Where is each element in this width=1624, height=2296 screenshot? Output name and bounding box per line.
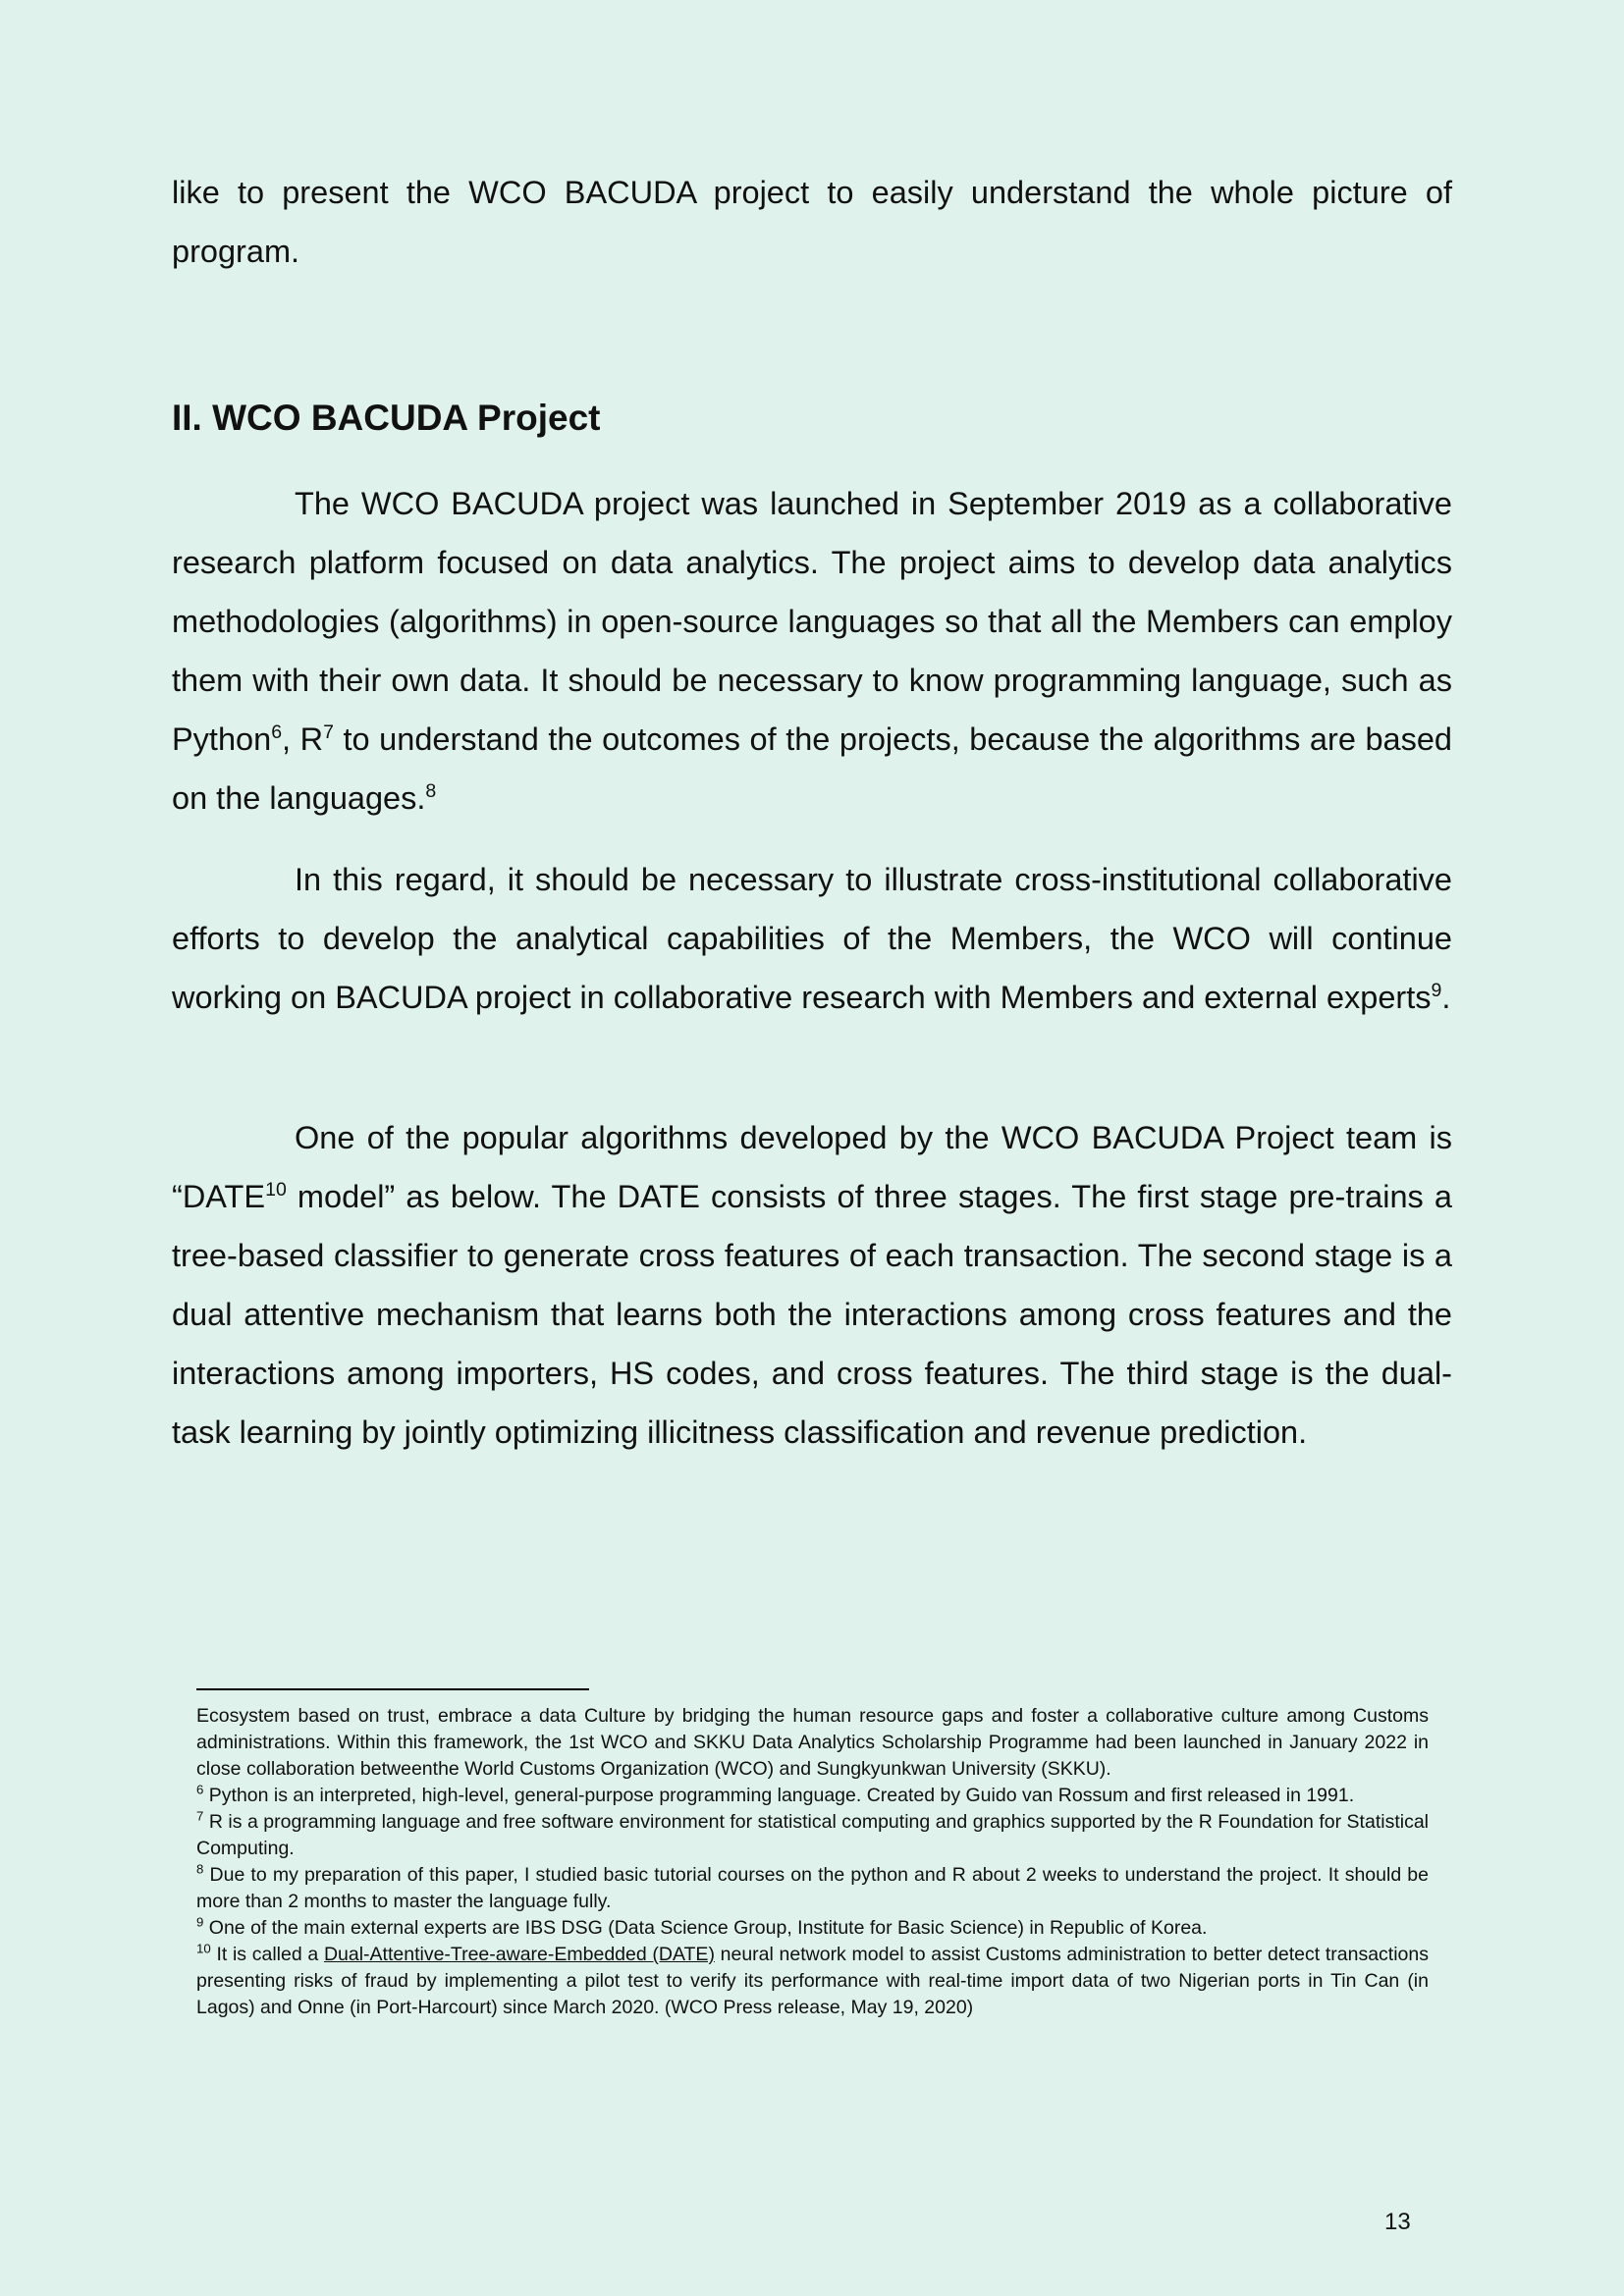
footnote-text: Due to my preparation of this paper, I studied basic tutorial courses on the python and R about 2 weeks to understand the project. It should be more than 2 months to master the language fully. — [196, 1864, 1429, 1912]
paragraph-project-launch — [172, 474, 1452, 828]
footnote-continued: Ecosystem based on trust, embrace a data Culture by bridging the human resource gaps and foster a collaborative culture among Customs administrations. Within this framework, the 1st WCO and SKKU Data Analytics Scholarship Programme had been launched in January 2022 in close collaboration betweenthe World Customs Organization (WCO) and Sungkyunkwan University (SKKU). — [196, 1705, 1429, 1780]
paragraph-date-model — [172, 1108, 1452, 1462]
footnote-7 — [196, 1809, 1429, 1862]
footnote-text: neural network model to assist Customs administration to better detect transactions presenting risks of fraud by implementing a pilot test to verify its performance with real-time import data of two Nigerian ports in Tin Can (in Lagos) and Onne (in Port-Harcourt) since March 2020. (WCO Press release, May 19, 2020) — [196, 1944, 1429, 2018]
paragraph-text: to understand the outcomes of the projects, because the algorithms are based on the languages. — [172, 721, 1452, 816]
footnote-9 — [196, 1915, 1429, 1942]
footnote-ref-8[interactable]: 8 — [425, 780, 437, 803]
footnote-mark: 9 — [196, 1914, 204, 1930]
footnote-6 — [196, 1783, 1429, 1809]
footnote-8 — [196, 1862, 1429, 1915]
footnote-ref-9[interactable]: 9 — [1431, 980, 1442, 1002]
section-heading: II. WCO BACUDA Project — [172, 398, 601, 438]
paragraph-text: In this regard, it should be necessary to illustrate cross-institutional collaborative efforts to develop the analytical capabilities of the Members, the WCO will continue working on BACUDA project in collaborative research with Members and external experts — [172, 862, 1452, 1015]
footnote-ref-6[interactable]: 6 — [271, 721, 283, 744]
footnote-mark: 6 — [196, 1782, 204, 1797]
footnotes — [196, 1703, 1429, 2021]
paragraph-text: . — [1441, 980, 1451, 1015]
footnote-text: One of the main external experts are IBS DSG (Data Science Group, Institute for Basic Science) in Republic of Korea. — [203, 1917, 1208, 1939]
paragraph-collaboration — [172, 850, 1452, 1027]
footnote-mark: 7 — [196, 1808, 204, 1824]
date-model-link[interactable]: Dual-Attentive-Tree-aware-Embedded (DATE) — [323, 1944, 715, 1965]
page-number: 13 — [1384, 2209, 1411, 2235]
footnote-separator — [196, 1688, 589, 1690]
intro-paragraph — [172, 163, 1452, 281]
footnote-10 — [196, 1942, 1429, 2021]
paragraph-text: model” as below. The DATE consists of three stages. The first stage pre-trains a tree-based classifier to generate cross features of each transaction. The second stage is a dual attentive mechanism that learns both the interactions among cross features and the interactions among importers, HS codes, and cross features. The third stage is the dual-task learning by jointly optimizing illicitness classification and revenue prediction. — [172, 1179, 1452, 1450]
footnote-text: R is a programming language and free software environment for statistical computing and graphics supported by the R Foundation for Statistical Computing. — [196, 1811, 1429, 1859]
intro-text: like to present the WCO BACUDA project to easily understand the whole picture of program. — [172, 175, 1452, 269]
paragraph-text: , R — [282, 721, 324, 757]
footnote-ref-7[interactable]: 7 — [323, 721, 334, 744]
footnote-mark: 8 — [196, 1861, 204, 1877]
paragraph-text: The WCO BACUDA project was launched in September 2019 as a collaborative research platform focused on data analytics. The project aims to develop data analytics methodologies (algorithms) in open-source languages so that all the Members can employ them with their own data. It should be necessary to know programming language, such as Python — [172, 486, 1452, 757]
footnote-ref-10[interactable]: 10 — [265, 1179, 287, 1201]
footnote-text: It is called a — [210, 1944, 324, 1965]
footnote-text: Python is an interpreted, high-level, general-purpose programming language. Created by Guido van Rossum and first released in 1991. — [203, 1785, 1355, 1806]
footnote-mark: 10 — [196, 1941, 211, 1956]
paragraph-text: One of the popular algorithms developed by the WCO BACUDA Project team is “DATE — [172, 1120, 1452, 1214]
